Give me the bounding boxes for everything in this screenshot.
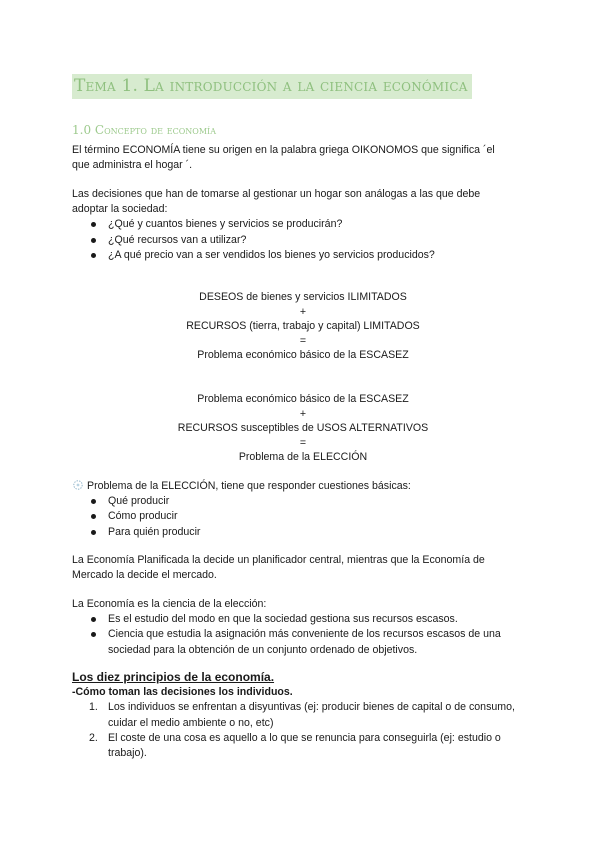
list-item [72,731,534,761]
decisiones-paragraph [72,187,534,263]
list-item: Cómo producir [72,509,534,524]
equation-operator: = [299,436,307,449]
eleccion-paragraph [72,479,534,540]
list-item: ¿Qué y cuantos bienes y servicios se producirán? [72,217,534,232]
equation-line: RECURSOS susceptibles de USOS ALTERNATIVOS [177,422,429,435]
sparkle-icon [72,479,84,491]
list-item: Qué producir [72,494,534,509]
planificada-line-1: La Economía Planificada la decide un planificador central, mientras que la Economía de [72,554,485,566]
list-item: Para quién producir [72,525,534,540]
principios-subheading: -Cómo toman las decisiones los individuos. [72,686,293,699]
eleccion-line [72,479,534,494]
planificada-paragraph [72,553,534,583]
intro-paragraph [72,143,534,173]
decisiones-list [72,217,534,263]
eleccion-text: Problema de la ELECCIÓN, tiene que responder cuestiones básicas: [87,480,411,492]
eleccion-list [72,494,534,540]
principios-section [72,670,534,761]
ciencia-paragraph [72,597,534,658]
equation-result: Problema de la ELECCIÓN [238,451,368,464]
intro-line-2: que administra el hogar ´. [72,159,193,172]
equation-operator: + [299,407,307,420]
principios-list [72,700,534,761]
equation-eleccion [72,392,534,465]
list-number: 1. [89,701,98,714]
section-subtitle: 1.0 Concepto de economía [72,123,216,137]
list-text: El coste de una cosa es aquello a lo que se renuncia para conseguirla (ej: estudio o trabajo). [108,731,501,760]
decisiones-line-1: Las decisiones que han de tomarse al gestionar un hogar son análogas a las que debe [72,188,481,200]
equation-result: Problema económico básico de la ESCASEZ [197,349,409,362]
equation-line: DESEOS de bienes y servicios ILIMITADOS [199,291,407,303]
ciencia-list [72,612,534,658]
list-number: 2. [89,731,98,744]
list-item: Ciencia que estudia la asignación más conveniente de los recursos escasos de una sociedad para la obtención de un conjunto ordenado de objetivos. [72,627,534,657]
list-item: ¿Qué recursos van a utilizar? [72,233,534,248]
equation-line: RECURSOS (tierra, trabajo y capital) LIMITADOS [186,320,420,333]
ciencia-text: La Economía es la ciencia de la elección: [72,598,267,610]
intro-line-1: El término ECONOMÍA tiene su origen en la palabra griega OIKONOMOS que significa ´el [72,144,495,156]
list-text: Los individuos se enfrentan a disyuntivas (ej: producir bienes de capital o de consumo, cuidar el medio ambiente o no, etc) [108,701,515,729]
decisiones-line-2: adoptar la sociedad: [72,203,168,216]
equation-line: Problema económico básico de la ESCASEZ [197,393,409,405]
list-item [72,700,534,730]
principios-heading: Los diez principios de la economía. [72,670,275,684]
list-item: ¿A qué precio van a ser vendidos los bienes yo servicios producidos? [72,248,534,263]
equation-operator: = [299,334,307,347]
equation-operator: + [299,305,307,318]
equation-escasez [72,290,534,363]
list-item: Es el estudio del modo en que la sociedad gestiona sus recursos escasos. [72,612,534,627]
page-title: Tema 1. La introducción a la ciencia económica [72,74,472,99]
planificada-line-2: Mercado la decide el mercado. [72,569,217,582]
